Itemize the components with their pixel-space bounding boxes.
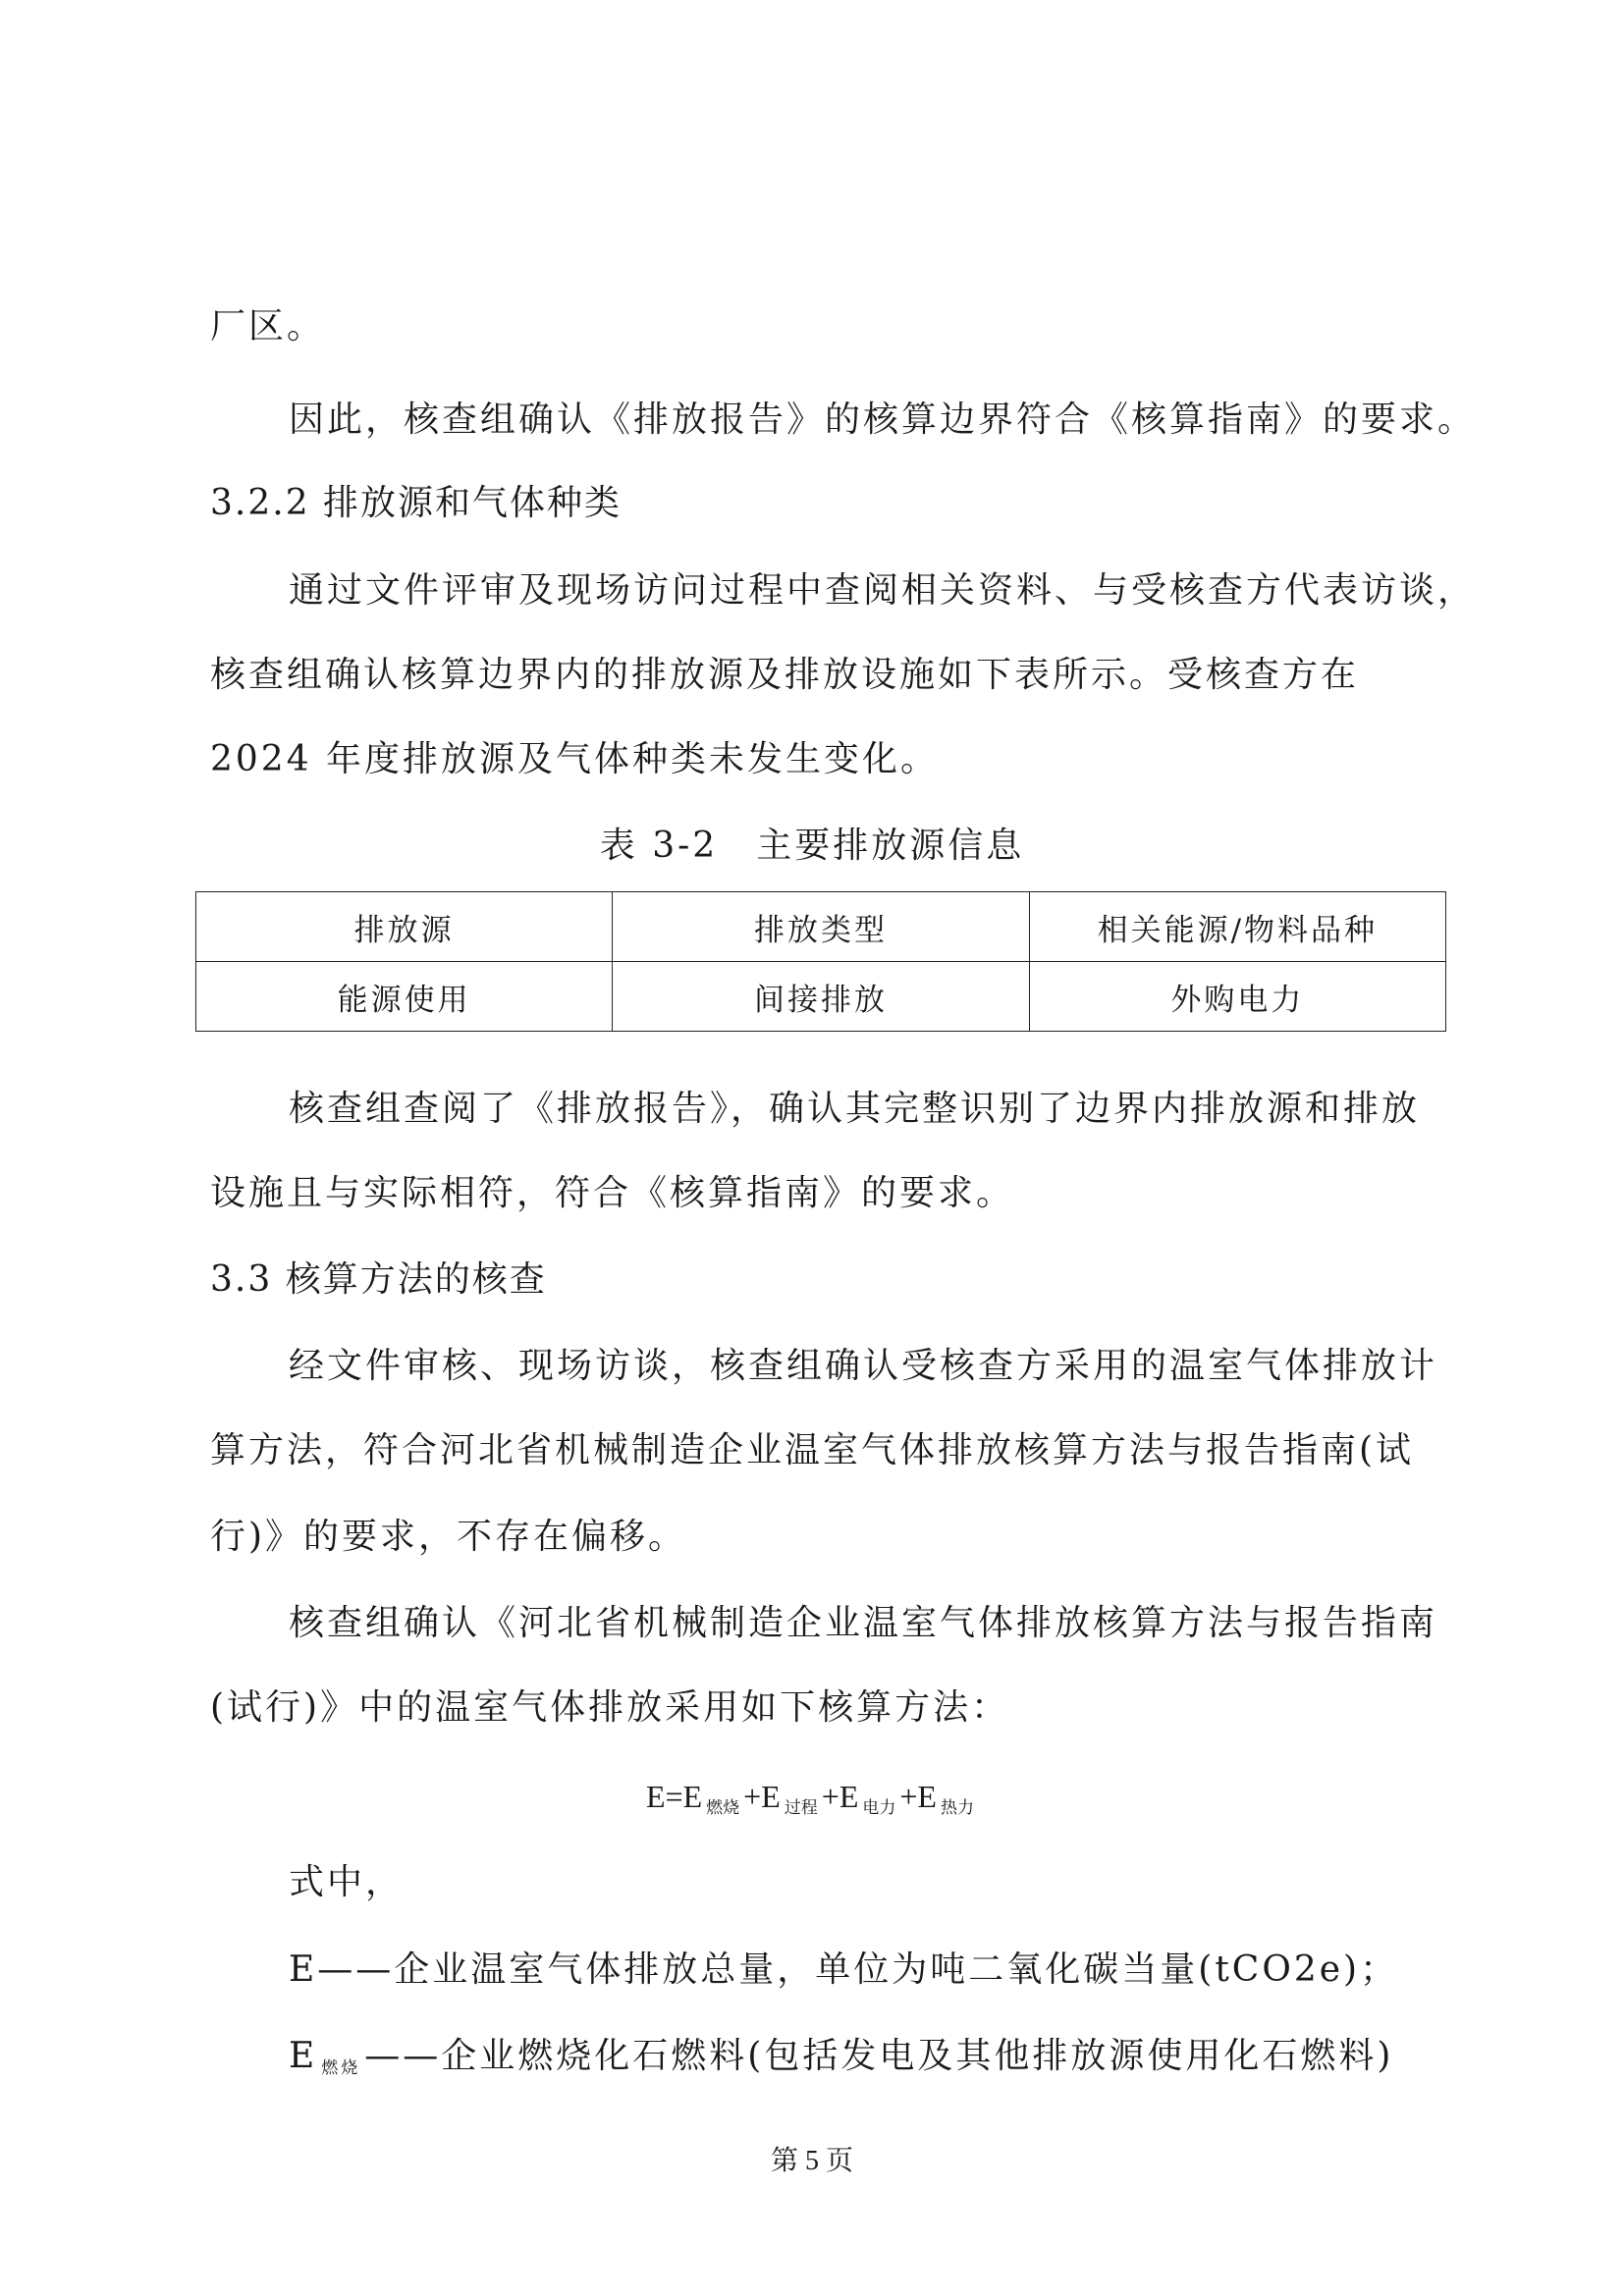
paragraph-line: 通过文件评审及现场访问过程中查阅相关资料、与受核查方代表访谈， — [289, 570, 1477, 611]
table-header-row — [196, 892, 1446, 962]
page-number: 第 5 页 — [770, 2146, 853, 2176]
table-header-cell: 排放源 — [196, 892, 613, 962]
table-header-cell: 相关能源/物料品种 — [1029, 892, 1445, 962]
emission-formula: E=E $_{燃烧}$ +E $_{过程}$ +E $_{电力}$ +E $_{热力}$ — [646, 1779, 974, 1818]
definition-e-total: E——企业温室气体排放总量，单位为吨二氧化碳当量(tCO2e)； — [289, 1949, 1399, 1990]
table-row — [196, 962, 1446, 1032]
paragraph-line: (试行)》中的温室气体排放采用如下核算方法： — [210, 1687, 1010, 1728]
section-heading-3-3: 3.3 核算方法的核查 — [210, 1259, 547, 1300]
section-heading-3-2-2: 3.2.2 排放源和气体种类 — [210, 483, 623, 523]
definition-e-combustion: E $_{燃烧}$ ——企业燃烧化石燃料(包括发电及其他排放源使用化石燃料) — [289, 2036, 1394, 2078]
paragraph-line: 经文件审核、现场访谈，核查组确认受核查方采用的温室气体排放计 — [289, 1346, 1438, 1386]
paragraph-line: 算方法，符合河北省机械制造企业温室气体排放核算方法与报告指南(试 — [210, 1430, 1415, 1470]
table-cell: 能源使用 — [196, 962, 613, 1032]
paragraph-line: 2024 年度排放源及气体种类未发生变化。 — [210, 739, 940, 779]
table-header-cell: 排放类型 — [613, 892, 1029, 962]
table-cell: 间接排放 — [613, 962, 1029, 1032]
paragraph-continuation: 厂区。 — [210, 306, 326, 347]
paragraph-line: 核查组确认《河北省机械制造企业温室气体排放核算方法与报告指南 — [289, 1603, 1438, 1643]
paragraph-line: 核查组确认核算边界内的排放源及排放设施如下表所示。受核查方在 — [210, 655, 1360, 695]
formula-where-label: 式中， — [289, 1862, 405, 1902]
emission-source-table — [195, 891, 1446, 1032]
paragraph-line: 行)》的要求，不存在偏移。 — [210, 1517, 687, 1557]
table-caption: 表 3-2 主要排放源信息 — [599, 826, 1025, 866]
paragraph-line: 核查组查阅了《排放报告》，确认其完整识别了边界内排放源和排放 — [289, 1089, 1421, 1129]
paragraph-boundary-conclusion: 因此，核查组确认《排放报告》的核算边界符合《核算指南》的要求。 — [289, 400, 1477, 440]
paragraph-line: 设施且与实际相符，符合《核算指南》的要求。 — [210, 1173, 1015, 1213]
table-cell: 外购电力 — [1029, 962, 1445, 1032]
